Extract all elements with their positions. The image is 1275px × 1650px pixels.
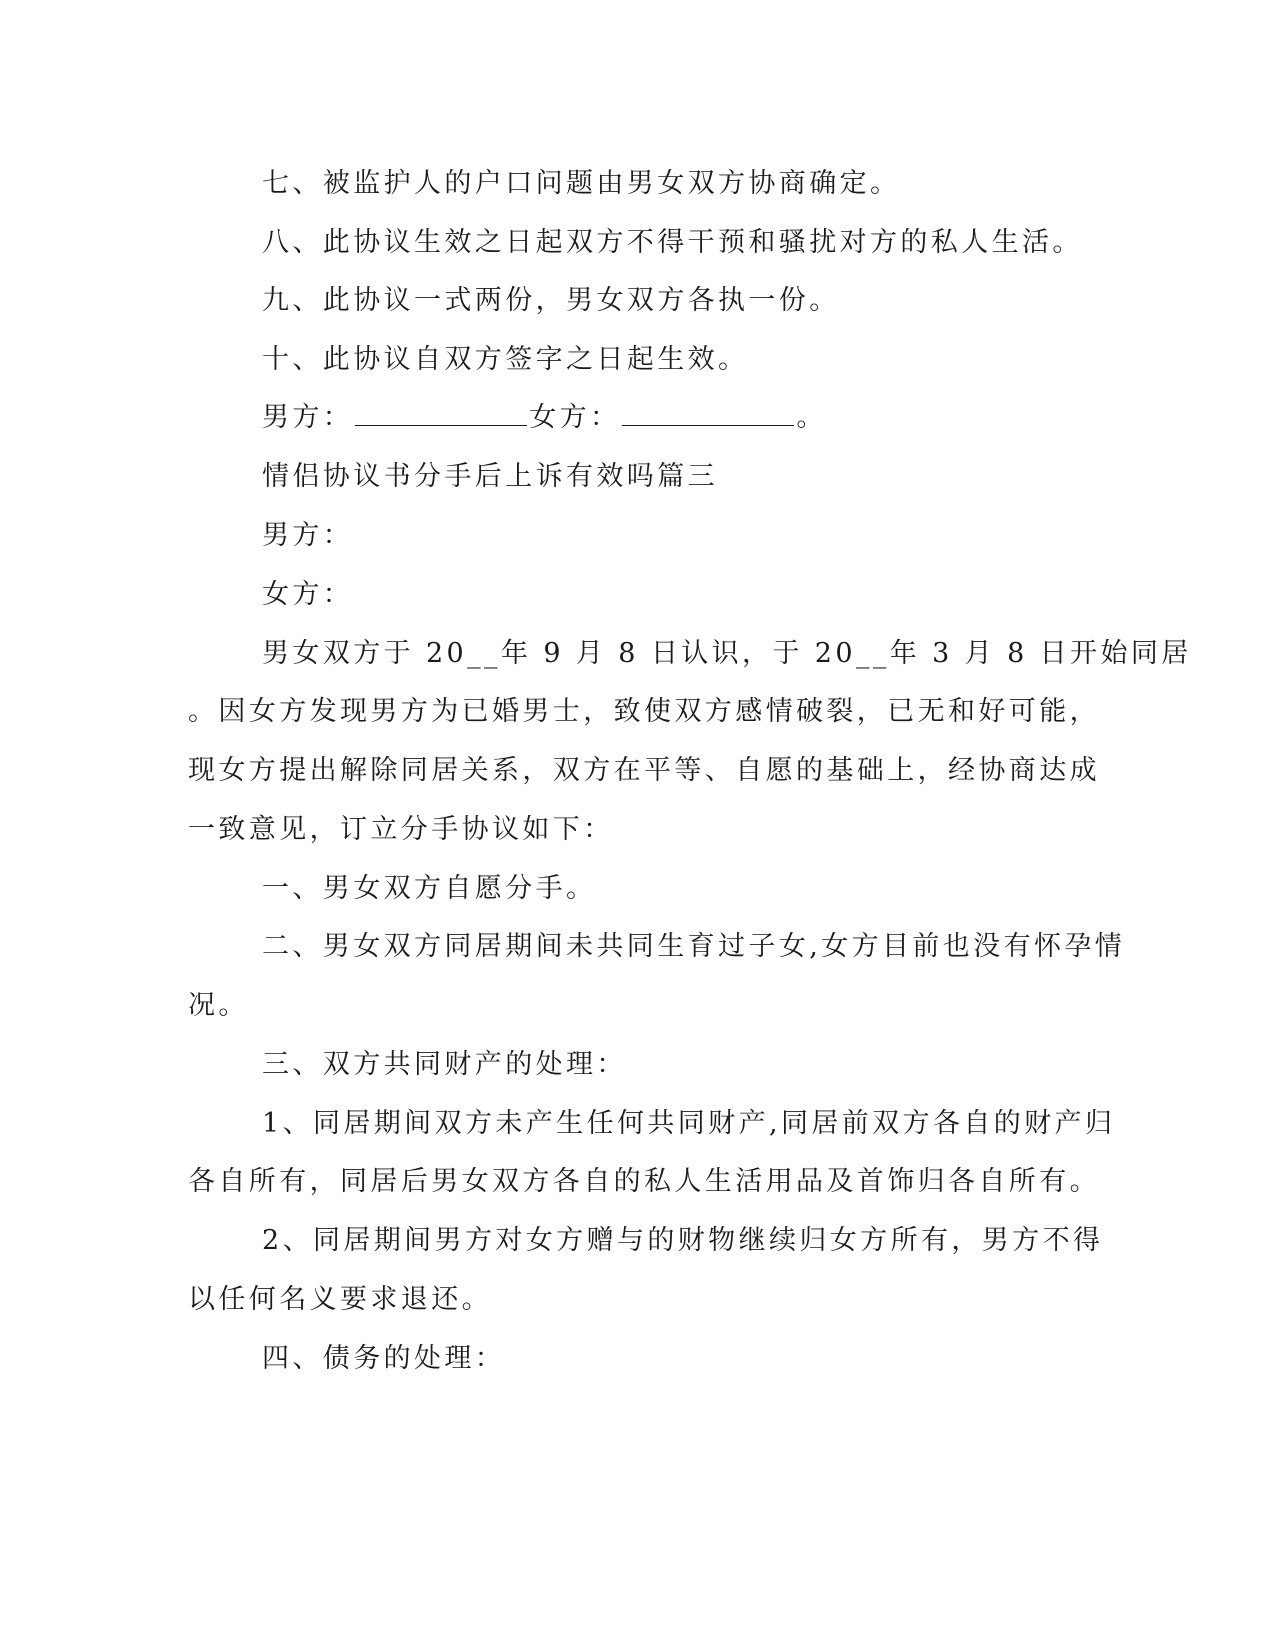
intro-paragraph-line-1: 男女双方于 20__年 9 月 8 日认识，于 20__年 3 月 8 日开始同居 [262,638,1192,669]
article-2-line-1: 二、男女双方同居期间未共同生育过子女,女方目前也没有怀孕情 [262,931,1126,962]
signature-line [262,400,827,436]
article-3-heading: 三、双方共同财产的处理： [262,1049,627,1080]
signature-end: 。 [796,402,827,433]
article-2-line-2: 况。 [188,990,249,1021]
party-male: 男方： [262,520,354,551]
clause-8: 八、此协议生效之日起双方不得干预和骚扰对方的私人生活。 [262,227,1083,258]
article-4-heading: 四、债务的处理： [262,1343,506,1374]
article-3-item-1-line-2: 各自所有，同居后男女双方各自的私人生活用品及首饰归各自所有。 [188,1166,1100,1197]
article-3-item-2-line-1: 2、同居期间男方对女方赠与的财物继续归女方所有，男方不得 [262,1225,1104,1256]
article-1: 一、男女双方自愿分手。 [262,873,597,904]
intro-paragraph-line-2: 。因女方发现男方为已婚男士，致使双方感情破裂，已无和好可能， [188,696,1100,727]
clause-7: 七、被监护人的户口问题由男女双方协商确定。 [262,168,901,199]
female-signature-blank[interactable] [622,401,794,426]
clause-10: 十、此协议自双方签字之日起生效。 [262,344,749,375]
section-heading: 情侣协议书分手后上诉有效吗篇三 [262,461,718,492]
male-signature-label: 男方： [262,402,354,433]
clause-9: 九、此协议一式两份，男女双方各执一份。 [262,285,840,316]
male-signature-blank[interactable] [355,401,527,426]
female-signature-label: 女方： [529,402,621,433]
article-3-item-2-line-2: 以任何名义要求退还。 [188,1284,492,1315]
intro-paragraph-line-4: 一致意见，订立分手协议如下： [188,814,614,845]
party-female: 女方： [262,579,354,610]
article-3-item-1-line-1: 1、同居期间双方未产生任何共同财产,同居前双方各自的财产归 [262,1108,1116,1139]
intro-paragraph-line-3: 现女方提出解除同居关系，双方在平等、自愿的基础上，经协商达成 [188,755,1100,786]
